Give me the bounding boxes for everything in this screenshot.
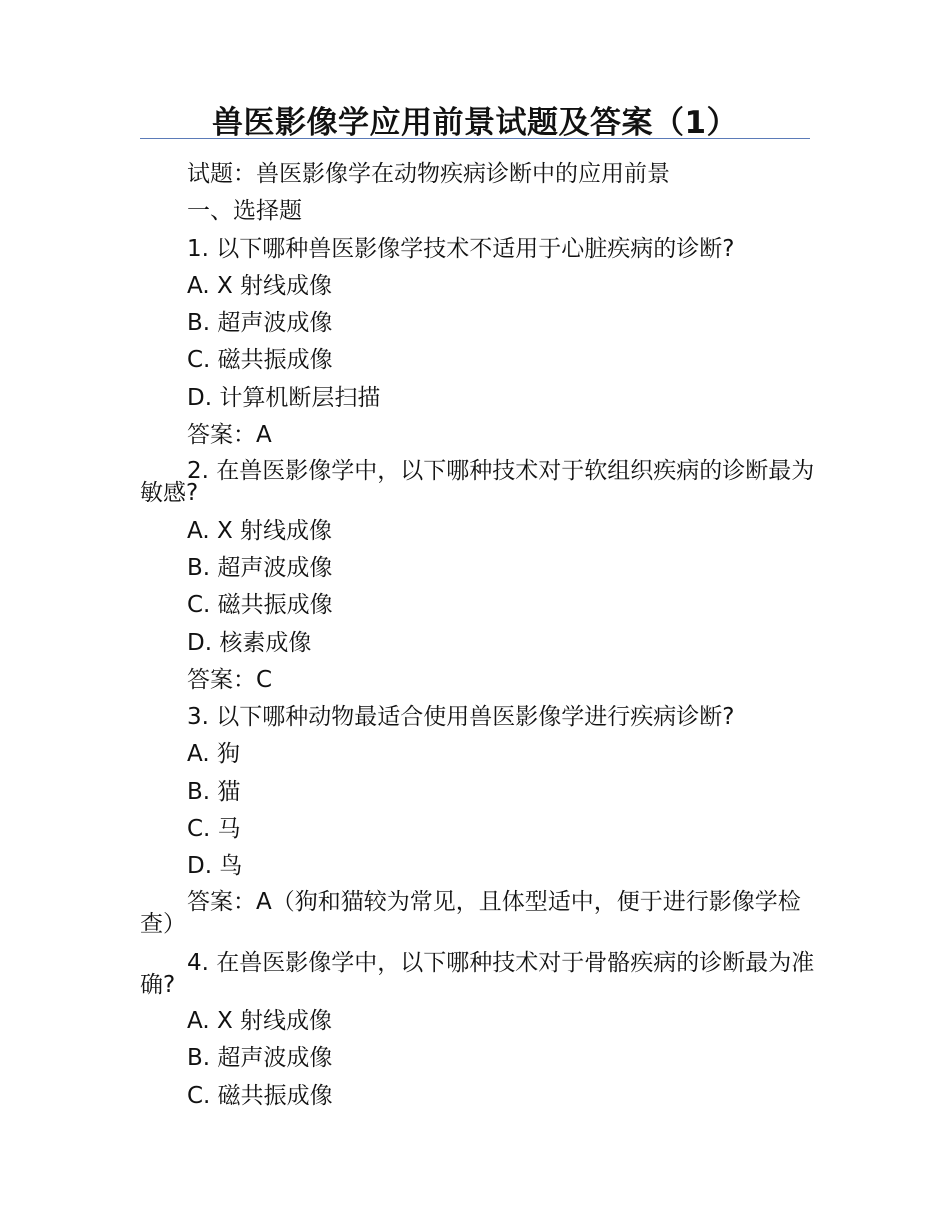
q4-option-c: C. 磁共振成像 <box>187 1083 333 1109</box>
q1-answer: 答案：A <box>187 422 272 448</box>
q3-answer: 答案：A（狗和猫较为常见，且体型适中，便于进行影像学检查） <box>140 889 801 937</box>
question-1: 1. 以下哪种兽医影像学技术不适用于心脏疾病的诊断? <box>187 236 735 262</box>
q2-option-d: D. 核素成像 <box>187 630 312 656</box>
q3-option-c: C. 马 <box>187 816 241 842</box>
section-heading: 一、选择题 <box>187 198 302 224</box>
q1-option-c: C. 磁共振成像 <box>187 347 333 373</box>
question-3: 3. 以下哪种动物最适合使用兽医影像学进行疾病诊断? <box>187 704 735 730</box>
page-title: 兽医影像学应用前景试题及答案（1） <box>211 105 739 141</box>
q3-option-d: D. 鸟 <box>187 853 243 879</box>
q3-option-b: B. 猫 <box>187 779 241 805</box>
q2-option-a: A. X 射线成像 <box>187 518 333 544</box>
q4-option-b: B. 超声波成像 <box>187 1045 333 1071</box>
q1-option-b: B. 超声波成像 <box>187 310 333 336</box>
q2-option-b: B. 超声波成像 <box>187 555 333 581</box>
question-4: 4. 在兽医影像学中，以下哪种技术对于骨骼疾病的诊断最为准确? <box>140 950 815 998</box>
q3-option-a: A. 狗 <box>187 741 240 767</box>
q4-option-a: A. X 射线成像 <box>187 1008 333 1034</box>
q1-option-a: A. X 射线成像 <box>187 273 333 299</box>
subject-line: 试题：兽医影像学在动物疾病诊断中的应用前景 <box>187 161 670 187</box>
q1-option-d: D. 计算机断层扫描 <box>187 385 381 411</box>
question-2: 2. 在兽医影像学中，以下哪种技术对于软组织疾病的诊断最为敏感? <box>140 458 815 506</box>
title-underline <box>140 138 810 139</box>
q2-answer: 答案：C <box>187 667 273 693</box>
q2-option-c: C. 磁共振成像 <box>187 592 333 618</box>
